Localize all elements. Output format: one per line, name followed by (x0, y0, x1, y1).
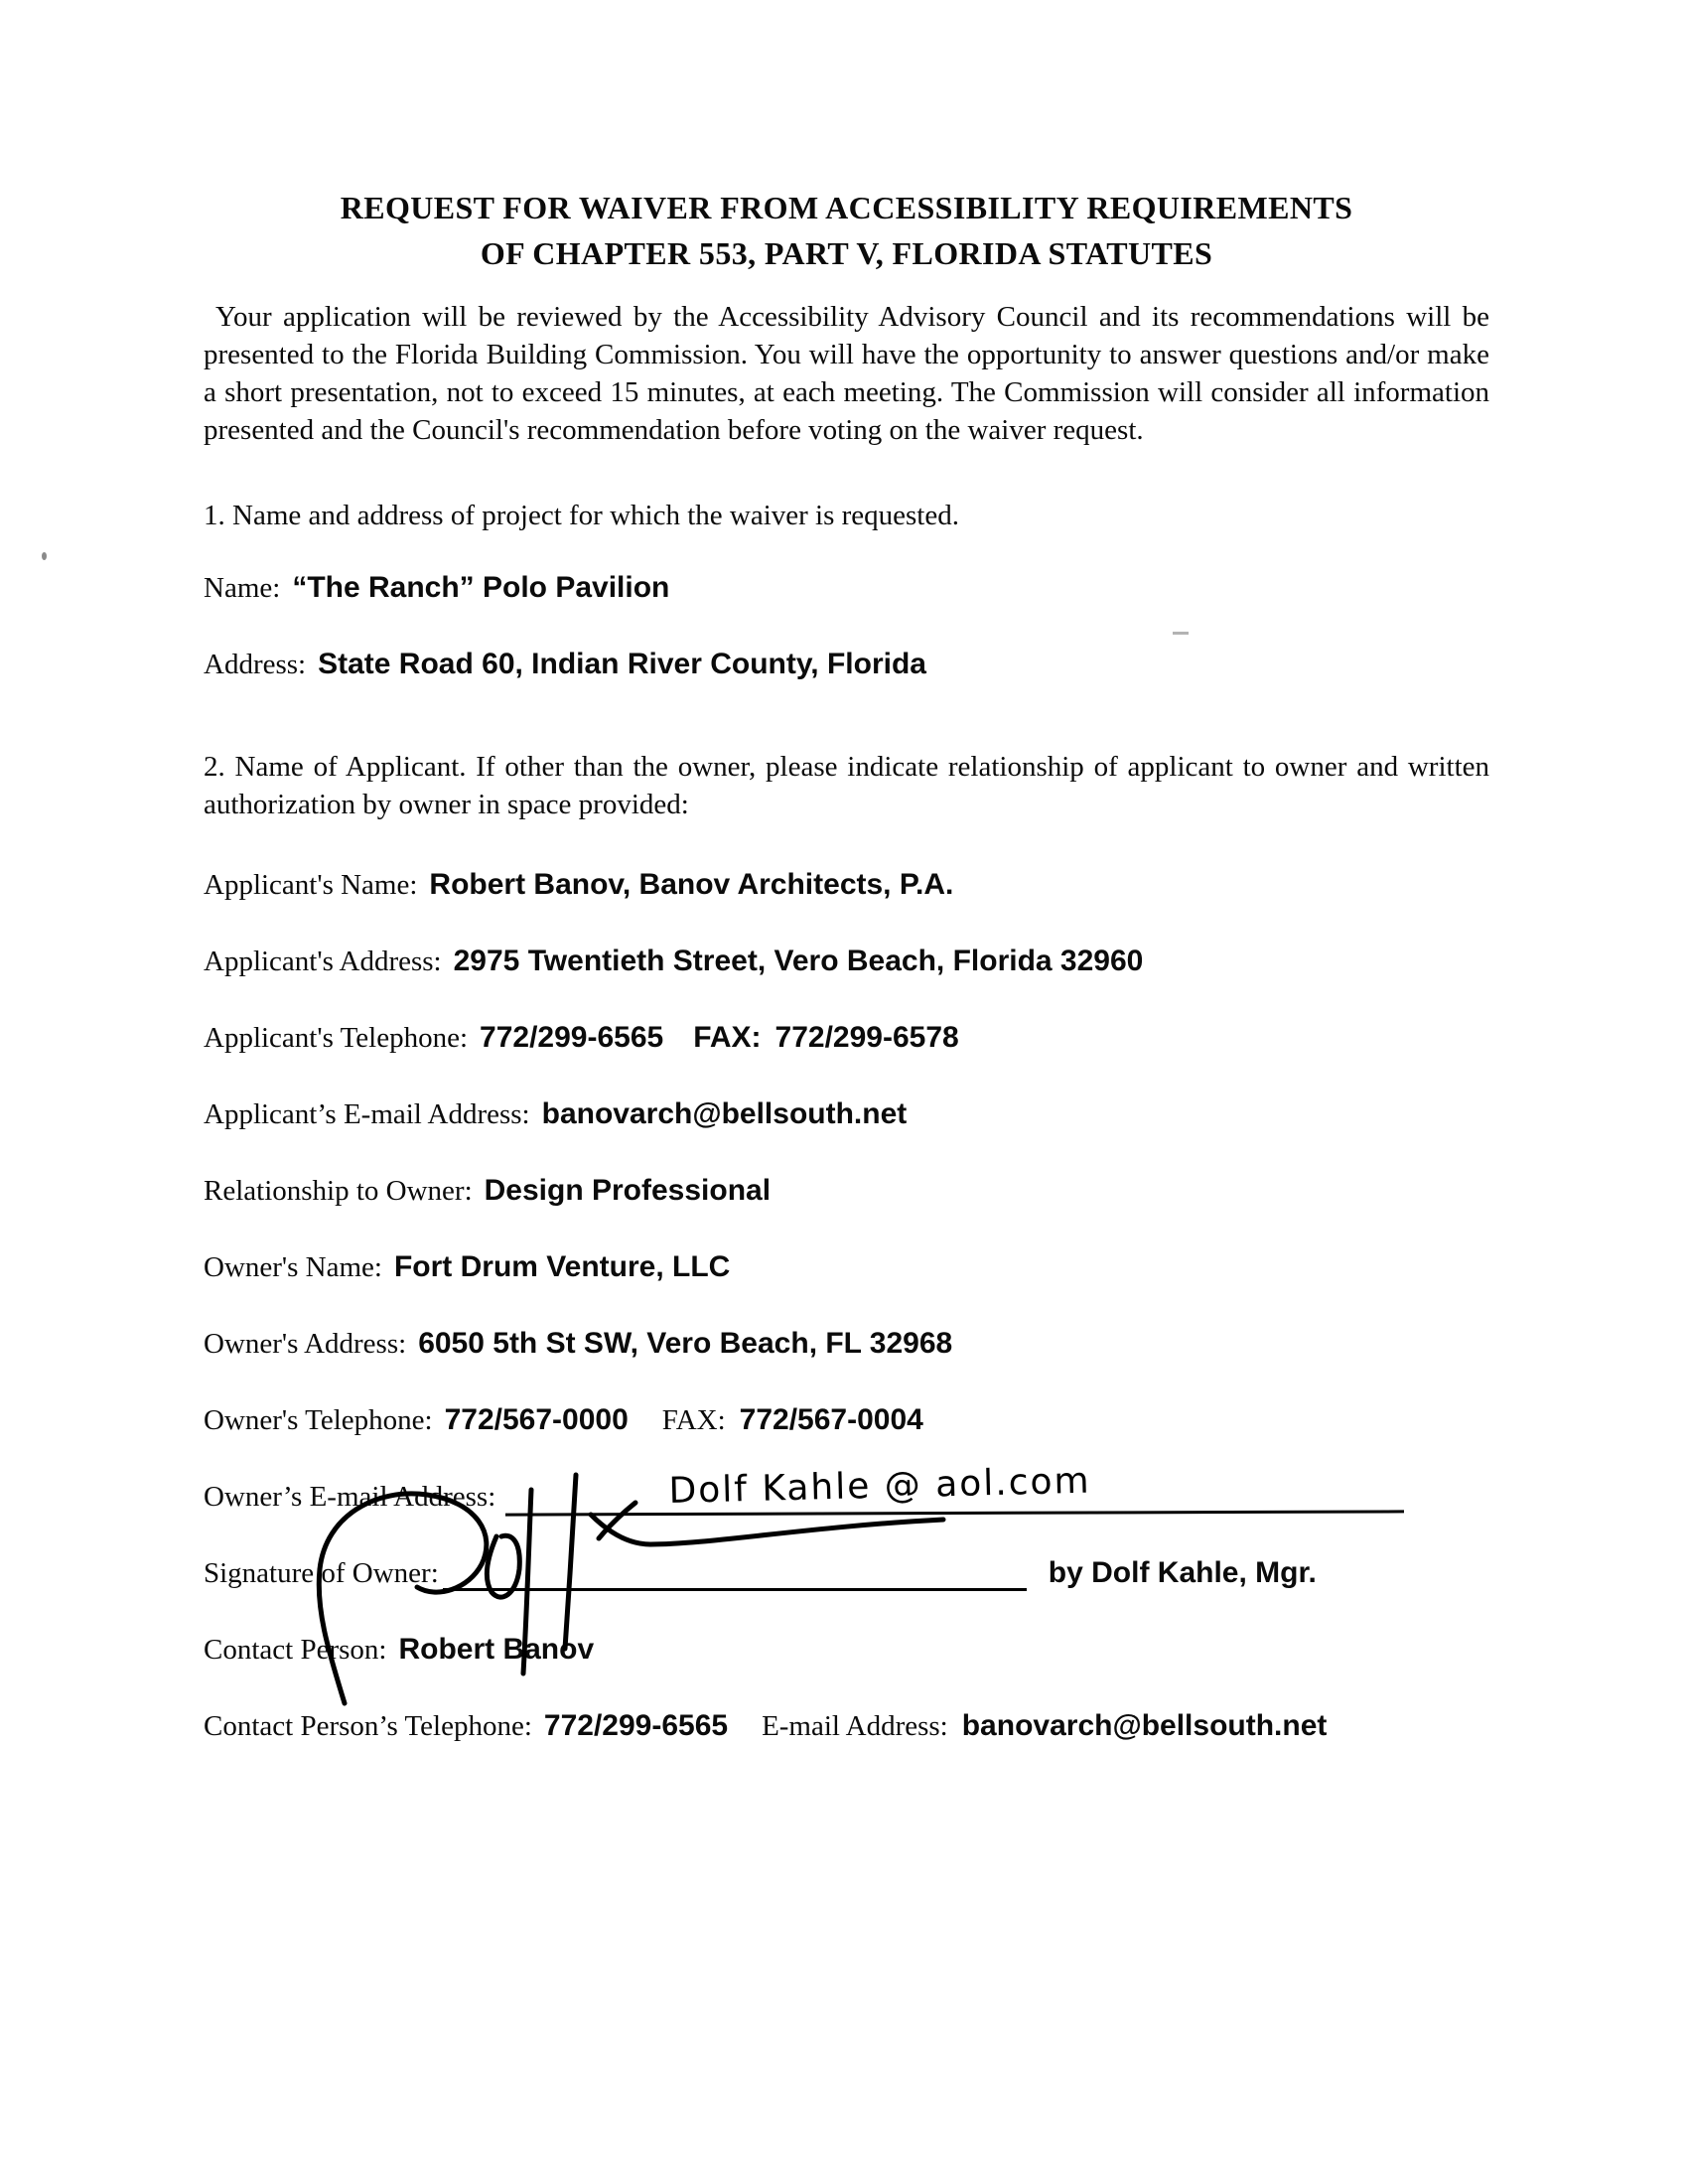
field-label: Signature of Owner: (204, 1557, 439, 1589)
fax-label: FAX: (661, 1404, 726, 1436)
email-label: E-mail Address: (762, 1710, 948, 1742)
field-project-name (204, 570, 1489, 606)
field-value: State Road 60, Indian River County, Florida (318, 648, 926, 680)
signature-by-line: by Dolf Kahle, Mgr. (1048, 1556, 1317, 1589)
field-owner-telephone (204, 1402, 1489, 1438)
field-value: 772/567-0000 (444, 1403, 629, 1436)
field-value: 772/299-6565 (543, 1709, 729, 1742)
document-title-line1: REQUEST FOR WAIVER FROM ACCESSIBILITY REQUIREMENTS (340, 190, 1353, 225)
field-value: 6050 5th St SW, Vero Beach, FL 32968 (418, 1327, 953, 1360)
field-owner-name (204, 1249, 1489, 1285)
field-value: “The Ranch” Polo Pavilion (292, 571, 670, 604)
field-value: Design Professional (484, 1174, 772, 1207)
intro-paragraph: Your application will be reviewed by the Accessibility Advisory Council and its recommendations will be presented to the Florida Building Commission. You will have the opportunity to answer questions and/or make a short presentation, not to exceed 15 minutes, at each meeting. The Commission will consider all information presented and the Council's recommendation before voting on the waiver request. (204, 301, 1489, 446)
owner-email-handwritten: Dolf Kahle @ aol.com (668, 1460, 1092, 1513)
field-signature-of-owner (204, 1555, 1489, 1591)
field-contact-person (204, 1632, 1489, 1668)
field-value: banovarch@bellsouth.net (541, 1097, 908, 1130)
field-label: Name: (204, 572, 281, 604)
fax-value: 772/299-6578 (774, 1021, 959, 1054)
field-label: Owner's Name: (204, 1251, 382, 1283)
field-applicant-email (204, 1096, 1489, 1132)
field-label: Owner's Telephone: (204, 1404, 433, 1436)
email-value: banovarch@bellsouth.net (961, 1709, 1328, 1742)
field-value: Fort Drum Venture, LLC (393, 1250, 731, 1283)
field-owner-email (204, 1460, 1489, 1515)
scan-artifact-dot (42, 552, 47, 560)
field-applicant-telephone (204, 1020, 1489, 1056)
owner-email-rule-line (505, 1460, 1404, 1516)
scan-artifact-dash (1173, 632, 1189, 635)
document-title-line2: OF CHAPTER 553, PART V, FLORIDA STATUTES (480, 235, 1213, 271)
field-label: Applicant's Name: (204, 869, 418, 901)
field-label: Contact Person: (204, 1634, 387, 1666)
field-label: Relationship to Owner: (204, 1175, 473, 1207)
field-label: Applicant's Address: (204, 946, 442, 977)
field-applicant-name (204, 867, 1489, 903)
field-label: Contact Person’s Telephone: (204, 1710, 532, 1742)
field-label: Owner's Address: (204, 1328, 407, 1360)
field-value: 772/299-6565 (480, 1021, 664, 1054)
fax-label: FAX: (693, 1021, 762, 1054)
field-applicant-address (204, 944, 1489, 979)
field-relationship-to-owner (204, 1173, 1489, 1209)
field-contact-telephone (204, 1708, 1489, 1744)
fax-value: 772/567-0004 (739, 1403, 923, 1436)
field-value: Robert Banov (398, 1633, 595, 1666)
field-value: Robert Banov, Banov Architects, P.A. (429, 868, 954, 901)
section1-heading: 1. Name and address of project for which the waiver is requested. (204, 500, 959, 531)
field-value: 2975 Twentieth Street, Vero Beach, Florida 32960 (453, 945, 1144, 977)
field-label: Applicant's Telephone: (204, 1022, 469, 1054)
section2-heading: 2. Name of Applicant. If other than the owner, please indicate relationship of applicant to owner and written authorization by owner in space provided: (204, 751, 1489, 820)
field-project-address (204, 647, 1489, 682)
field-label: Address: (204, 649, 307, 680)
signature-rule-line (443, 1588, 1027, 1591)
field-label: Owner’s E-mail Address: (204, 1481, 496, 1513)
field-owner-address (204, 1326, 1489, 1362)
document-title (204, 185, 1489, 276)
field-label: Applicant’s E-mail Address: (204, 1098, 530, 1130)
